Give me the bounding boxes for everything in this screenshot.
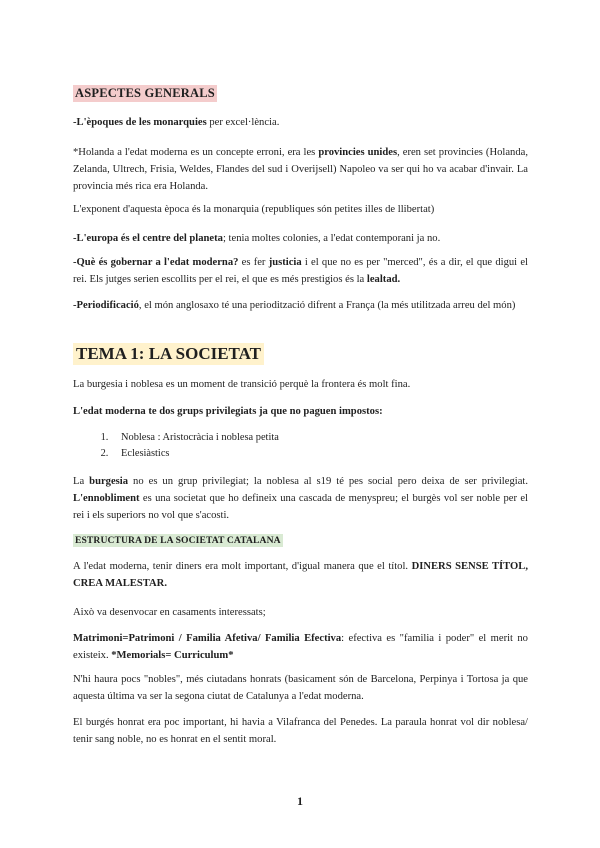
heading-estructura-societat: ESTRUCTURA DE LA SOCIETAT CATALANA <box>75 535 281 546</box>
text: per excel·lència. <box>206 117 280 128</box>
text: ; tenia moltes colonies, a l'edat contemporani ja no. <box>222 233 441 244</box>
bold-text: -Periodificació <box>73 300 139 311</box>
paragraph-holanda <box>73 144 528 195</box>
list-grups-privilegiats <box>73 430 279 462</box>
heading-aspectes-generals: ASPECTES GENERALS <box>75 86 215 100</box>
paragraph-exponent: L'exponent d'aquesta època és la monarquia (republiques són petites illes de llibertat) <box>73 204 435 215</box>
bold-text: Matrimoni=Patrimoni / Familia Afetiva/ Familia Efectiva <box>73 633 342 644</box>
paragraph-governar <box>73 254 528 288</box>
heading-tema-1: TEMA 1: LA SOCIETAT <box>73 343 264 365</box>
paragraph-nobles: N'hi haura pocs "nobles", més ciutadans honrats (basicament són de Barcelona, Perpinya i Tortosa ja que aquesta última va ser la segona ciutat de Catalunya a l'edat moderna. <box>73 674 528 702</box>
text: A l'edat moderna, tenir diners era molt important, d'igual manera que el títol. <box>73 561 412 572</box>
bold-text: -L'europa és el centre del planeta <box>73 233 223 244</box>
paragraph-europa <box>73 230 528 247</box>
text: i el que no es per "merced", és a dir, el que digui el rei. Els jutges serien escollits per el rei, el que es més prestigios és la <box>73 257 528 285</box>
page-number: 1 <box>297 794 303 808</box>
bold-text: L'ennobliment <box>73 493 140 504</box>
bold-text: justicia <box>268 257 302 268</box>
paragraph-epoques <box>73 114 528 131</box>
text: La <box>73 476 90 487</box>
list-item: 2. Eclesiàstics <box>111 446 279 462</box>
text: , eren set provincies (Holanda, Zelanda, Ultrech, Frisia, Weldes, Flandes del sud i Overijsell) Napoleo va ser qui ho va acabar d'invair. La provincia més rica era Holanda. <box>73 147 528 192</box>
text: : efectiva es "familia i poder" el merit no existeix. <box>73 633 528 661</box>
bold-text: -Què és gobernar a l'edat moderna? <box>73 257 239 268</box>
bold-text: burgesia <box>89 476 129 487</box>
paragraph-burges-honrat: El burgés honrat era poc important, hi havia a Vilafranca del Penedes. La paraula honrat vol dir noblesa/ tenir sang noble, no es honrat en el sentit moral. <box>73 717 528 745</box>
paragraph-aixo: Això va desenvocar en casaments interessats; <box>73 607 266 618</box>
text: *Holanda a l'edat moderna es un concepte erroni, era les <box>73 147 319 158</box>
paragraph-matrimoni <box>73 630 528 664</box>
bold-text: lealtad. <box>366 274 401 285</box>
bold-text: DINERS SENSE TÍTOL, CREA MALESTAR. <box>73 561 528 589</box>
paragraph-grups-privilegiats: L'edat moderna te dos grups privilegiats ja que no paguen impostos: <box>73 406 383 417</box>
list-item: 1. Noblesa : Aristocràcia i noblesa petita <box>111 430 279 446</box>
paragraph-periodificacio <box>73 297 528 314</box>
bold-text: provincies unides <box>318 147 398 158</box>
text: es una societat que ho defineix una cascada de menyspreu; el burgès vol ser noble per el rei i els superiors no vol que s'acosti. <box>73 493 528 521</box>
paragraph-burgesia-intro: La burgesia i noblesa es un moment de transició perquè la frontera és molt fina. <box>73 379 411 390</box>
bold-text: -L'èpoques de les monarquies <box>73 117 207 128</box>
text: no es un grup privilegiat; la noblesa al s19 té pes social pero deixa de ser privilegiat. <box>128 476 528 487</box>
bold-text: *Memorials= Curriculum* <box>111 650 234 661</box>
text: , el món anglosaxo té una periodització difrent a França (la més utilitzada arreu del món) <box>138 300 516 311</box>
text: es fer <box>238 257 269 268</box>
paragraph-diners <box>73 558 528 592</box>
paragraph-burgesia <box>73 473 528 524</box>
